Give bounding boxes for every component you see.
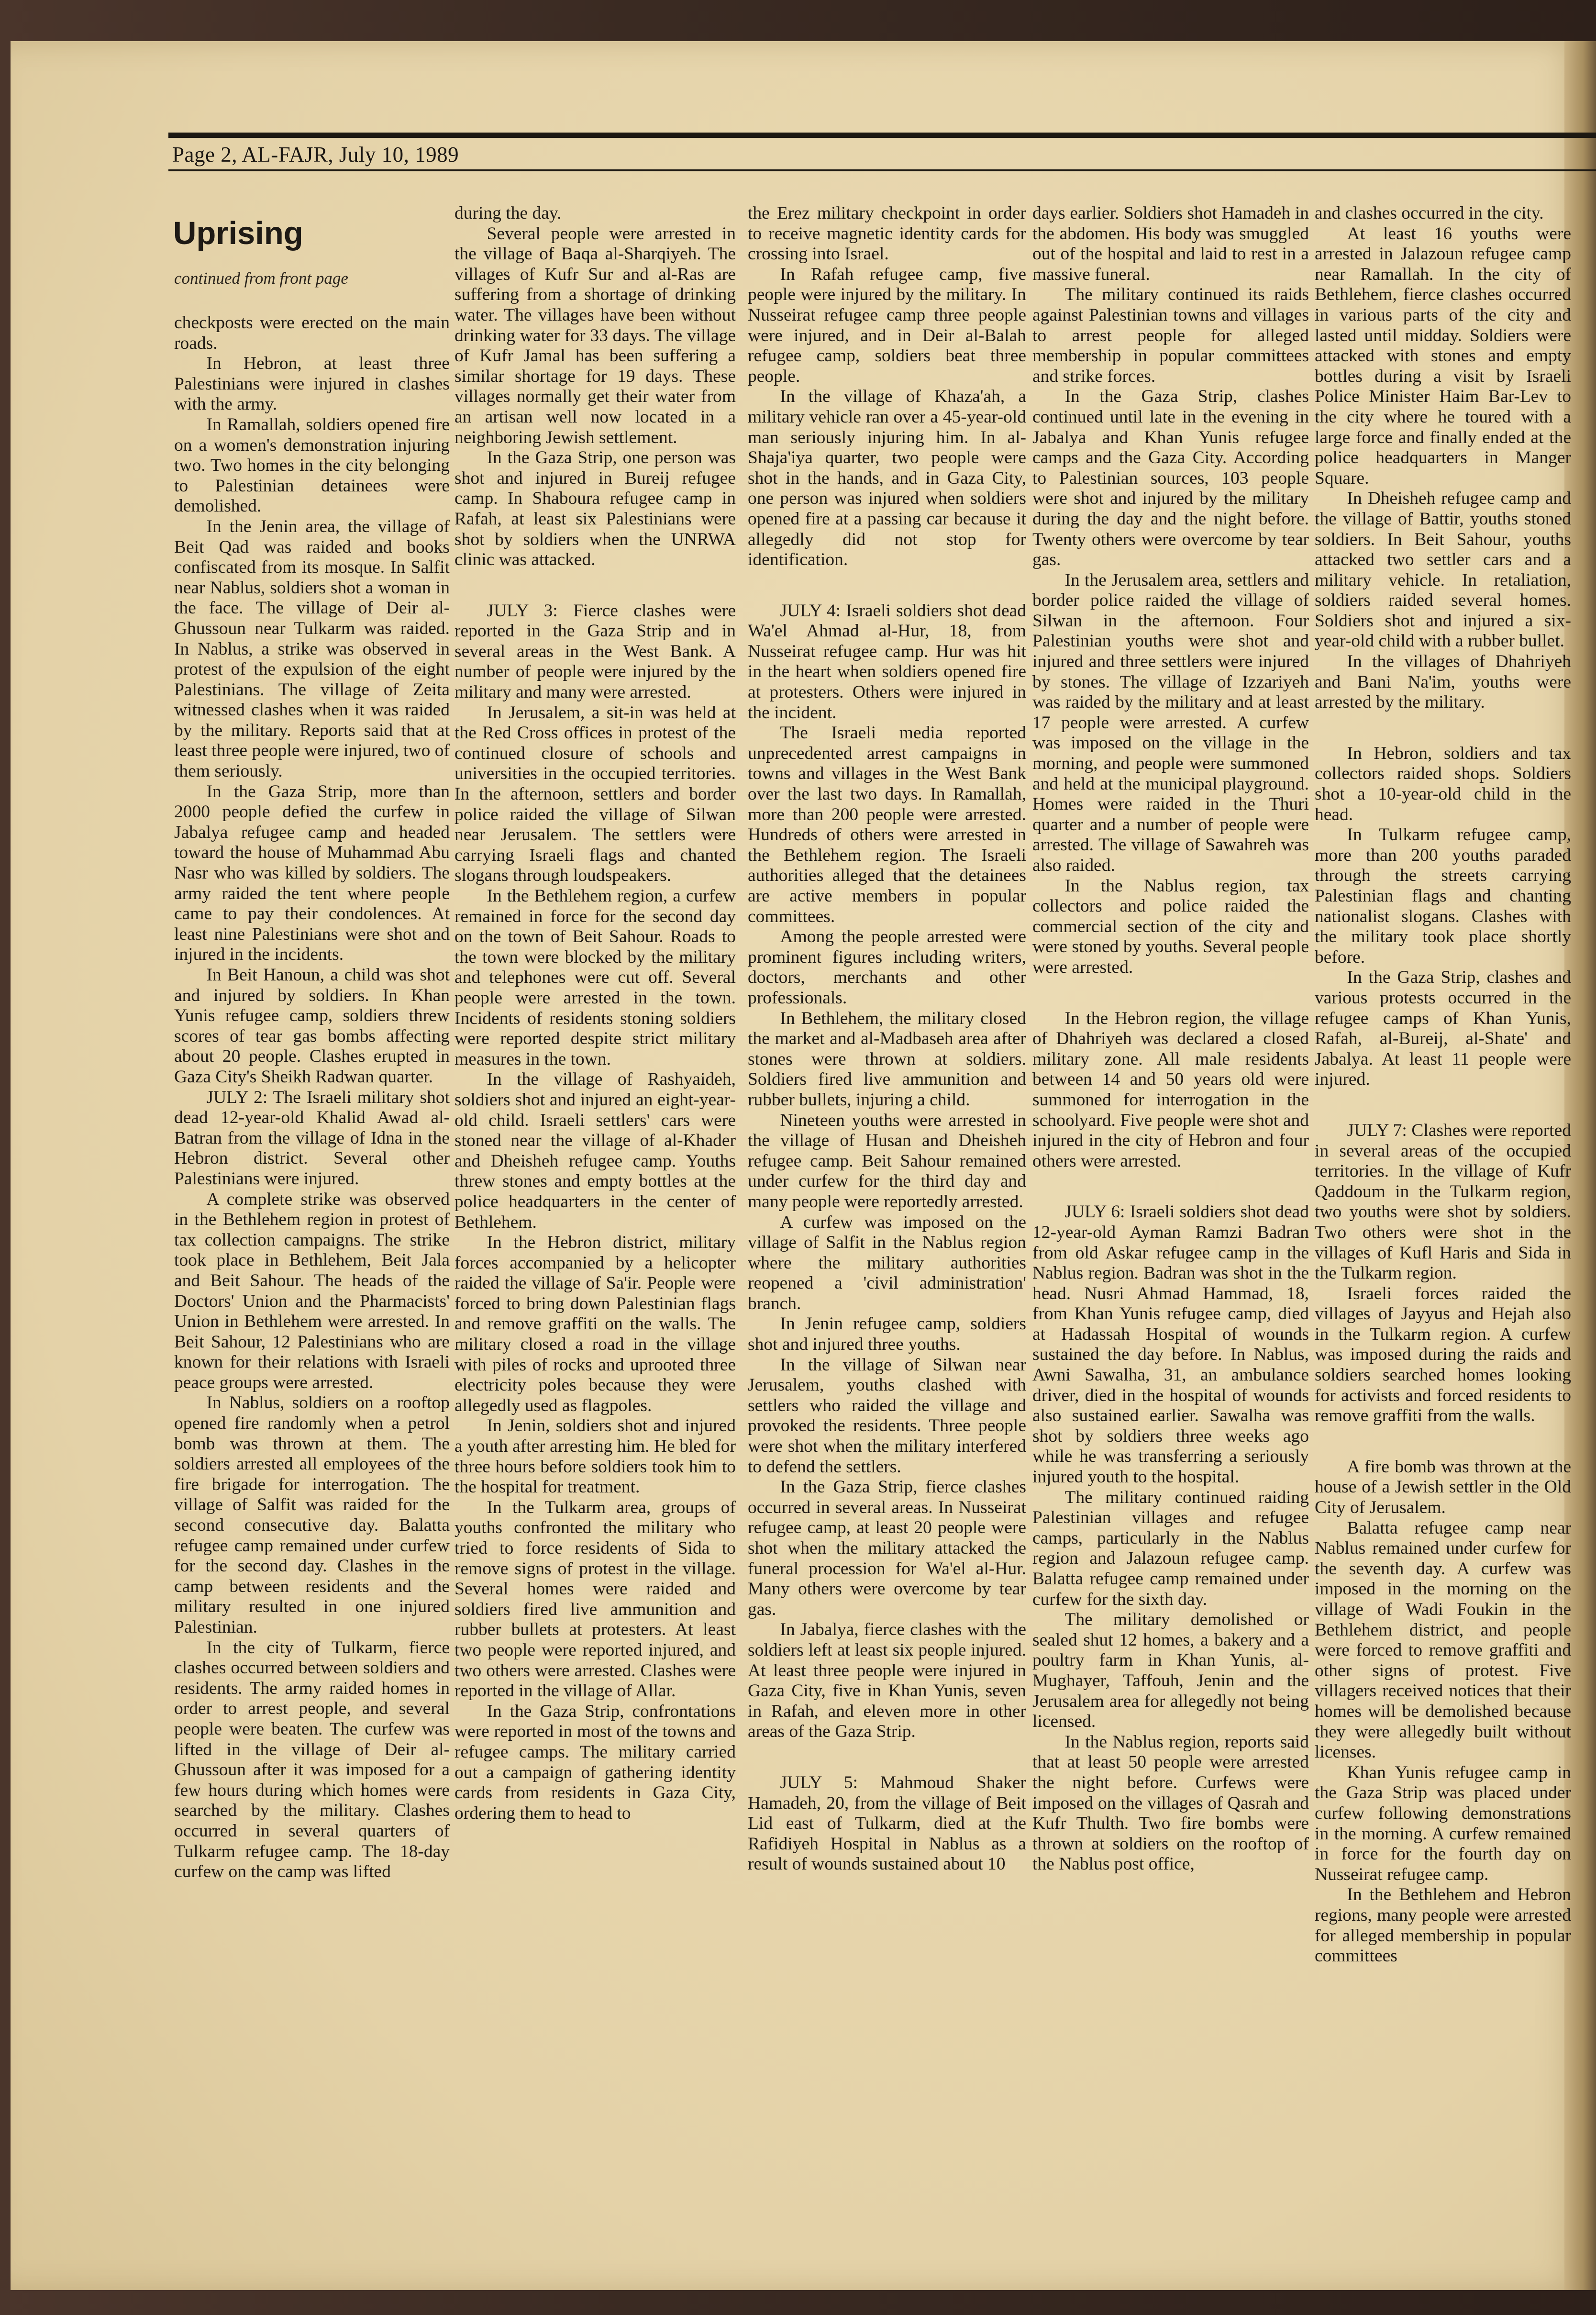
article-paragraph: In Dheisheh refugee camp and the village of Battir, youths stoned soldiers. In Beit Sahour, youths attacked two settler cars and a military vehicle. In retaliation, soldiers raided several homes. Soldiers shot and injured a six-year-old child with a rubber bullet. bbox=[1315, 489, 1571, 651]
article-paragraph: Nineteen youths were arrested in the village of Husan and Dheisheh refugee camp. Beit Sahour remained under curfew for the third day and many people were reportedly arrested. bbox=[748, 1110, 1026, 1212]
article-paragraph: during the day. bbox=[454, 203, 562, 223]
article-paragraph: In the Jenin area, the village of Beit Qad was raided and books confiscated from its mosque. In Salfit near Nablus, soldiers shot a woman in the face. The village of Deir al-Ghussoun near Tulkarm was raided. In Nablus, a strike was observed in protest of the expulsion of the eight Palestinians. The village of Zeita witnessed clashes when it was raided by the military. Reports said that at least three people were injured, two of them seriously. bbox=[174, 516, 450, 781]
article-paragraph: JULY 3: Fierce clashes were reported in the Gaza Strip and in several areas in the West Bank. A number of people were injured by the military and many were arrested. bbox=[454, 601, 736, 702]
article-paragraph: JULY 4: Israeli soldiers shot dead Wa'el Ahmad al-Hur, 18, from Nusseirat refugee camp. Hur was hit in the heart when soldiers opened fire at protesters. Others were injured in the incident. bbox=[748, 601, 1026, 723]
article-paragraph: Among the people arrested were prominent figures including writers, doctors, merchants and other professionals. bbox=[748, 927, 1026, 1008]
article-paragraph: In the Bethlehem and Hebron regions, many people were arrested for alleged membership in popular committees bbox=[1315, 1885, 1571, 1966]
article-paragraph: In the Gaza Strip, clashes and various protests occurred in the refugee camps of Khan Yunis, Rafah, al-Bureij, al-Shate' and Jabalya. At least 11 people were injured. bbox=[1315, 968, 1571, 1090]
continued-kicker: continued from front page bbox=[174, 269, 348, 288]
article-paragraph: A complete strike was observed in the Bethlehem region in protest of tax collection campaigns. The strike took place in Bethlehem, Beit Jala and Beit Sahour. The heads of the Doctors' Union and the Pharmacists' Union in Bethlehem were arrested. In Beit Sahour, 12 Palestinians who are known for their relations with Israeli peace groups were arrested. bbox=[174, 1189, 450, 1392]
article-paragraph: In the Tulkarm area, groups of youths confronted the military who tried to force residents of Sida to remove signs of protest in the village. Several homes were raided and soldiers fired live ammunition and rubber bullets at protesters. At least two people were reported injured, and two others were arrested. Clashes were reported in the village of Allar. bbox=[454, 1497, 736, 1701]
header-rule-top bbox=[168, 133, 1596, 138]
article-paragraph: In the Gaza Strip, more than 2000 people defied the curfew in Jabalya refugee camp and headed toward the house of Muhammad Abu Nasr who was killed by soldiers. The army raided the tent where people came to pay their condolences. At least nine Palestinians were shot and injured in the incidents. bbox=[174, 781, 450, 965]
article-paragraph: In Rafah refugee camp, five people were injured by the military. In Nusseirat refugee camp three people were injured, and in Deir al-Balah refugee camp, soldiers beat three people. bbox=[748, 264, 1026, 386]
article-paragraph: In the villages of Dhahriyeh and Bani Na'im, youths were arrested by the military. bbox=[1315, 652, 1571, 712]
article-paragraph: The Israeli media reported unprecedented arrest campaigns in towns and villages in the West Bank over the last two days. In Ramallah, more than 200 people were arrested. Hundreds of others were arrested in the Bethlehem region. The Israeli authorities alleged that the detainees are active members in popular committees. bbox=[748, 723, 1026, 926]
article-paragraph: In Jenin, soldiers shot and injured a youth after arresting him. He bled for three hours before soldiers took him to the hospital for treatment. bbox=[454, 1416, 736, 1497]
article-column-5 bbox=[1315, 203, 1571, 2266]
article-paragraph: In Jenin refugee camp, soldiers shot and injured three youths. bbox=[748, 1314, 1026, 1355]
article-paragraph: In Hebron, soldiers and tax collectors raided shops. Soldiers shot a 10-year-old child in the head. bbox=[1315, 743, 1571, 824]
article-paragraph: In Jerusalem, a sit-in was held at the Red Cross offices in protest of the continued closure of schools and universities in the occupied territories. In the afternoon, settlers and border police raided the village of Silwan near Jerusalem. The settlers were carrying Israeli flags and chanted slogans through loudspeakers. bbox=[454, 702, 736, 886]
article-paragraph: days earlier. Soldiers shot Hamadeh in the abdomen. His body was smuggled out of the hospital and laid to rest in a massive funeral. bbox=[1032, 203, 1309, 284]
article-paragraph: In the Gaza Strip, confrontations were reported in most of the towns and refugee camps. The military carried out a campaign of gathering identity cards from residents in Gaza City, ordering them to head to bbox=[454, 1701, 736, 1823]
article-column-3 bbox=[748, 203, 1026, 2266]
article-paragraph: A fire bomb was thrown at the house of a Jewish settler in the Old City of Jerusalem. bbox=[1315, 1457, 1571, 1518]
article-paragraph: In Hebron, at least three Palestinians were injured in clashes with the army. bbox=[174, 354, 450, 414]
article-paragraph: In Beit Hanoun, a child was shot and injured by soldiers. In Khan Yunis refugee camp, soldiers threw scores of tear gas bombs affecting about 20 people. Clashes erupted in Gaza City's Sheikh Radwan quarter. bbox=[174, 965, 450, 1087]
article-paragraph: JULY 7: Clashes were reported in several areas of the occupied territories. In the village of Kufr Qaddoum in the Tulkarm region, two youths were shot by soldiers. Two others were shot in the villages of Kufl Haris and Sida in the Tulkarm region. bbox=[1315, 1120, 1571, 1283]
article-paragraph: The military continued its raids against Palestinian towns and villages to arrest people for alleged membership in popular committees and strike forces. bbox=[1032, 285, 1309, 386]
article-column-4 bbox=[1032, 203, 1309, 2266]
article-paragraph: In Tulkarm refugee camp, more than 200 youths paraded through the streets carrying Palestinian flags and chanting nationalist slogans. Clashes with the military took place shortly before. bbox=[1315, 825, 1571, 967]
article-paragraph: In the Gaza Strip, fierce clashes occurred in several areas. In Nusseirat refugee camp, at least 20 people were shot when the military attacked the funeral procession for Wa'el al-Hur. Many others were overcome by tear gas. bbox=[748, 1477, 1026, 1619]
page-folio: Page 2, AL-FAJR, July 10, 1989 bbox=[172, 143, 459, 167]
article-paragraph: In the Gaza Strip, one person was shot and injured in Bureij refugee camp. In Shaboura refugee camp in Rafah, at least six Palestinians were shot by soldiers when the UNRWA clinic was attacked. bbox=[454, 448, 736, 570]
article-paragraph: In the Jerusalem area, settlers and border police raided the village of Silwan in the afternoon. Four Palestinian youths were shot and injured and three settlers were injured by stones. The village of Izzariyeh was raided by the military and at least 17 people were arrested. A curfew was imposed on the village in the morning, and people were summoned and held at the municipal playground. Homes were raided in the Thuri quarter and a number of people were arrested. The village of Sawahreh was also raided. bbox=[1032, 570, 1309, 875]
article-paragraph: In the Hebron district, military forces accompanied by a helicopter raided the village of Sa'ir. People were forced to bring down Palestinian flags and remove graffiti on the walls. The military closed a road in the village with piles of rocks and uprooted three electricity poles because they were allegedly used as flagpoles. bbox=[454, 1233, 736, 1415]
article-paragraph: In the Gaza Strip, clashes continued until late in the evening in Jabalya and Khan Yunis refugee camps and the Gaza City. According to Palestinian sources, 103 people were shot and injured by the military during the day and the night before. Twenty others were overcome by tear gas. bbox=[1032, 387, 1309, 570]
article-paragraph: In the Hebron region, the village of Dhahriyeh was declared a closed military zone. All male residents between 14 and 50 years old were summoned for interrogation in the schoolyard. Five people were shot and injured in the city of Hebron and four others were arrested. bbox=[1032, 1008, 1309, 1171]
article-paragraph: Balatta refugee camp near Nablus remained under curfew for the seventh day. A curfew was imposed in the morning on the village of Wadi Foukin in the Bethlehem district, and people were forced to remove graffiti and other signs of protest. Five villagers received notices that their homes will be demolished because they were allegedly built without licenses. bbox=[1315, 1518, 1571, 1762]
article-paragraph: In the Nablus region, reports said that at least 50 people were arrested the night before. Curfews were imposed on the villages of Qasrah and Kufr Thulth. Two fire bombs were thrown at soldiers on the rooftop of the Nablus post office, bbox=[1032, 1732, 1309, 1874]
article-paragraph: In Jabalya, fierce clashes with the soldiers left at least six people injured. At least three people were injured in Gaza City, five in Khan Yunis, seven in Rafah, and eleven more in other areas of the Gaza Strip. bbox=[748, 1620, 1026, 1742]
article-paragraph: Khan Yunis refugee camp in the Gaza Strip was placed under curfew following demonstrations in the morning. A curfew remained in force for the fourth day on Nusseirat refugee camp. bbox=[1315, 1762, 1571, 1884]
article-paragraph: The military continued raiding Palestinian villages and refugee camps, particularly in the Nablus region and Jalazoun refugee camp. Balatta refugee camp remained under curfew for the sixth day. bbox=[1032, 1487, 1309, 1609]
article-column-2 bbox=[454, 203, 736, 2266]
article-paragraph: Several people were arrested in the village of Baqa al-Sharqiyeh. The villages of Kufr Sur and al-Ras are suffering from a shortage of drinking water. The villages have been without drinking water for 33 days. The village of Kufr Jamal has been suffering a similar shortage for 19 days. These villages normally get their water from an artisan well now located in a neighboring Jewish settlement. bbox=[454, 223, 736, 447]
article-column-1 bbox=[174, 313, 450, 2265]
article-paragraph: In the village of Rashyaideh, soldiers shot and injured an eight-year-old child. Israeli settlers' cars were stoned near the village of al-Khader and Dheisheh refugee camp. Youths threw stones and empty bottles at the police headquarters in the center of Bethlehem. bbox=[454, 1069, 736, 1232]
article-paragraph: At least 16 youths were arrested in Jalazoun refugee camp near Ramallah. In the city of Bethlehem, fierce clashes occurred in various parts of the city and lasted until midday. Soldiers were attacked with stones and empty bottles during a visit by Israeli Police Minister Haim Bar-Lev to the city where he toured with a large force and finally ended at the police headquarters in Manger Square. bbox=[1315, 223, 1571, 488]
article-headline: Uprising bbox=[173, 215, 303, 251]
article-paragraph: JULY 6: Israeli soldiers shot dead 12-year-old Ayman Ramzi Badran from old Askar refugee camp in the Nablus region. Badran was shot in the head. Nusri Ahmad Hammad, 18, from Khan Yunis refugee camp, died at Hadassah Hospital of wounds sustained the day before. In Nablus, Awni Sawalha, 31, an ambulance driver, died in the hospital of wounds also sustained earlier. Sawalha was shot by soldiers three weeks ago while he was transferring a seriously injured youth to the hospital. bbox=[1032, 1202, 1309, 1487]
header-rule-bottom bbox=[168, 169, 1596, 171]
article-paragraph: In Bethlehem, the military closed the market and al-Madbaseh area after stones were thrown at soldiers. Soldiers fired live ammunition and rubber bullets, injuring a child. bbox=[748, 1008, 1026, 1110]
article-paragraph: In Ramallah, soldiers opened fire on a women's demonstration injuring two. Two homes in the city belonging to Palestinian detainees were demolished. bbox=[174, 414, 450, 516]
article-paragraph: In the Nablus region, tax collectors and police raided the commercial section of the city and were stoned by youths. Several people were arrested. bbox=[1032, 876, 1309, 977]
article-paragraph: In the city of Tulkarm, fierce clashes occurred between soldiers and residents. The army raided homes in order to arrest people, and several people were beaten. The curfew was lifted in the village of Deir al-Ghussoun after it was imposed for a few hours during which homes were searched by the military. Clashes occurred in several quarters of Tulkarm refugee camp. The 18-day curfew on the camp was lifted bbox=[174, 1637, 450, 1882]
article-paragraph: JULY 5: Mahmoud Shaker Hamadeh, 20, from the village of Beit Lid east of Tulkarm, died at the Rafidiyeh Hospital in Nablus as a result of wounds sustained about 10 bbox=[748, 1772, 1026, 1874]
article-paragraph: A curfew was imposed on the village of Salfit in the Nablus region where the military authorities reopened a 'civil administration' branch. bbox=[748, 1212, 1026, 1313]
article-paragraph: checkposts were erected on the main roads. bbox=[174, 313, 450, 353]
article-paragraph: The military demolished or sealed shut 12 homes, a bakery and a poultry farm in Khan Yunis, al-Mughayer, Taffouh, Jenin and the Jerusalem area for allegedly not being licensed. bbox=[1032, 1610, 1309, 1732]
article-paragraph: and clashes occurred in the city. bbox=[1315, 203, 1544, 223]
article-paragraph: the Erez military checkpoint in order to receive magnetic identity cards for crossing into Israel. bbox=[748, 203, 1026, 264]
article-paragraph: In the village of Khaza'ah, a military vehicle ran over a 45-year-old man seriously injuring him. In al-Shaja'iya quarter, two people were shot in the hands, and in Gaza City, one person was injured when soldiers opened fire at a passing car because it allegedly did not stop for identification. bbox=[748, 387, 1026, 570]
article-paragraph: In the village of Silwan near Jerusalem, youths clashed with settlers who raided the village and provoked the residents. Three people were shot when the military interfered to defend the settlers. bbox=[748, 1355, 1026, 1477]
article-paragraph: In Nablus, soldiers on a rooftop opened fire randomly when a petrol bomb was thrown at them. The soldiers arrested all employees of the fire brigade for interrogation. The village of Salfit was raided for the second consecutive day. Balatta refugee camp remained under curfew for the second day. Clashes in the camp between residents and the military resulted in one injured Palestinian. bbox=[174, 1393, 450, 1637]
article-paragraph: In the Bethlehem region, a curfew remained in force for the second day on the town of Beit Sahour. Roads to the town were blocked by the military and telephones were cut off. Several people were arrested in the town. Incidents of residents stoning soldiers were reported despite strict military measures in the town. bbox=[454, 886, 736, 1069]
article-paragraph: Israeli forces raided the villages of Jayyus and Hejah also in the Tulkarm region. A curfew was imposed during the raids and soldiers searched homes looking for activists and forced residents to remove graffiti from the walls. bbox=[1315, 1283, 1571, 1426]
article-paragraph: JULY 2: The Israeli military shot dead 12-year-old Khalid Awad al-Batran from the village of Idna in the Hebron district. Several other Palestinians were injured. bbox=[174, 1087, 450, 1189]
